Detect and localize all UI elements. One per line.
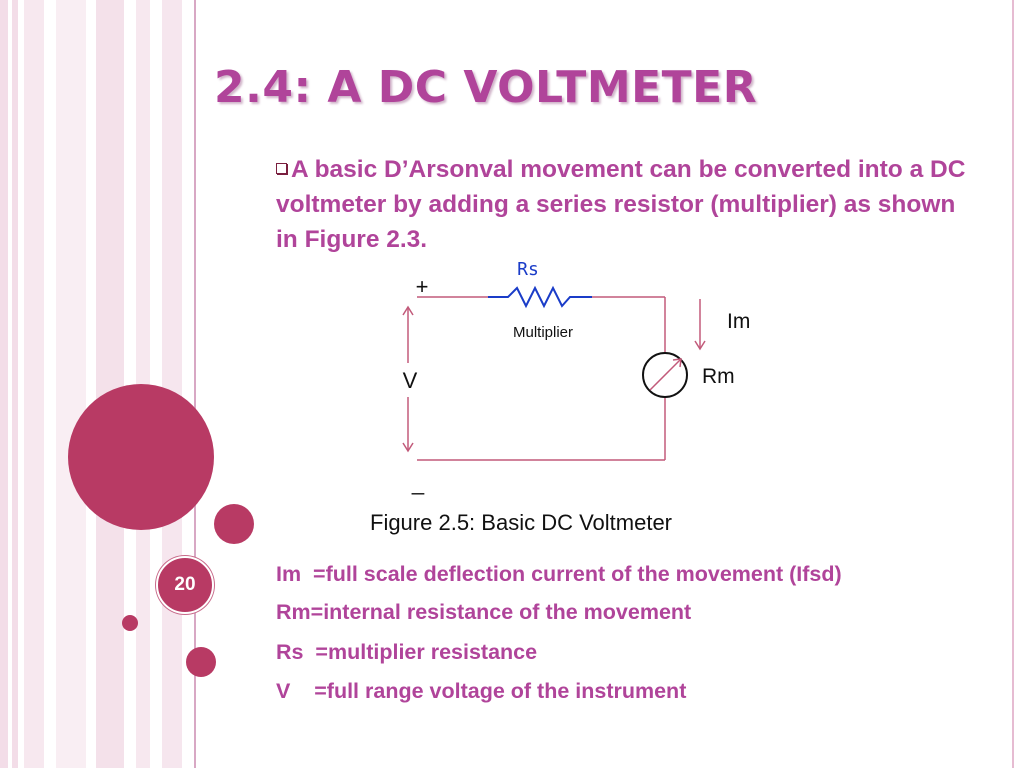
voltmeter-circuit-diagram: [390, 255, 750, 500]
rm-label: Rm: [702, 365, 735, 388]
plus-terminal-label: +: [415, 274, 429, 299]
resistor-rs-icon: [488, 288, 592, 306]
minus-terminal-label: _: [411, 470, 425, 495]
bullet-text: A basic D’Arsonval movement can be converted into a DC voltmeter by adding a series resistor (multiplier) as shown in Figure 2.3.: [276, 156, 966, 253]
page-number: 20: [174, 574, 196, 595]
im-label: Im: [727, 310, 750, 333]
rs-label: Rs: [517, 259, 539, 280]
stripe: [0, 0, 8, 768]
stripe: [12, 0, 18, 768]
stripe: [24, 0, 44, 768]
stripe: [162, 0, 182, 768]
square-bullet-icon: [276, 163, 287, 174]
decorative-stripes: [0, 0, 200, 768]
small-circle-decoration: [122, 615, 138, 631]
page-number-badge: [156, 556, 214, 614]
definition-im: Im =full scale deflection current of the movement (Ifsd): [276, 562, 842, 586]
definition-rm: Rm=internal resistance of the movement: [276, 600, 692, 624]
medium-circle-decoration: [214, 504, 254, 544]
definition-rs: Rs =multiplier resistance: [276, 640, 538, 664]
stripe: [96, 0, 124, 768]
medium-circle-decoration: [186, 647, 216, 677]
bullet-paragraph: [276, 152, 966, 257]
stripe: [56, 0, 86, 768]
definition-v: V =full range voltage of the instrument: [276, 679, 687, 703]
v-label: V: [402, 368, 418, 393]
large-circle-decoration: [68, 384, 214, 530]
frame-line-right: [1012, 0, 1014, 768]
multiplier-label: Multiplier: [512, 324, 574, 341]
figure-caption: Figure 2.5: Basic DC Voltmeter: [370, 510, 673, 535]
slide-title: 2.4: A DC VOLTMETER: [214, 62, 758, 113]
